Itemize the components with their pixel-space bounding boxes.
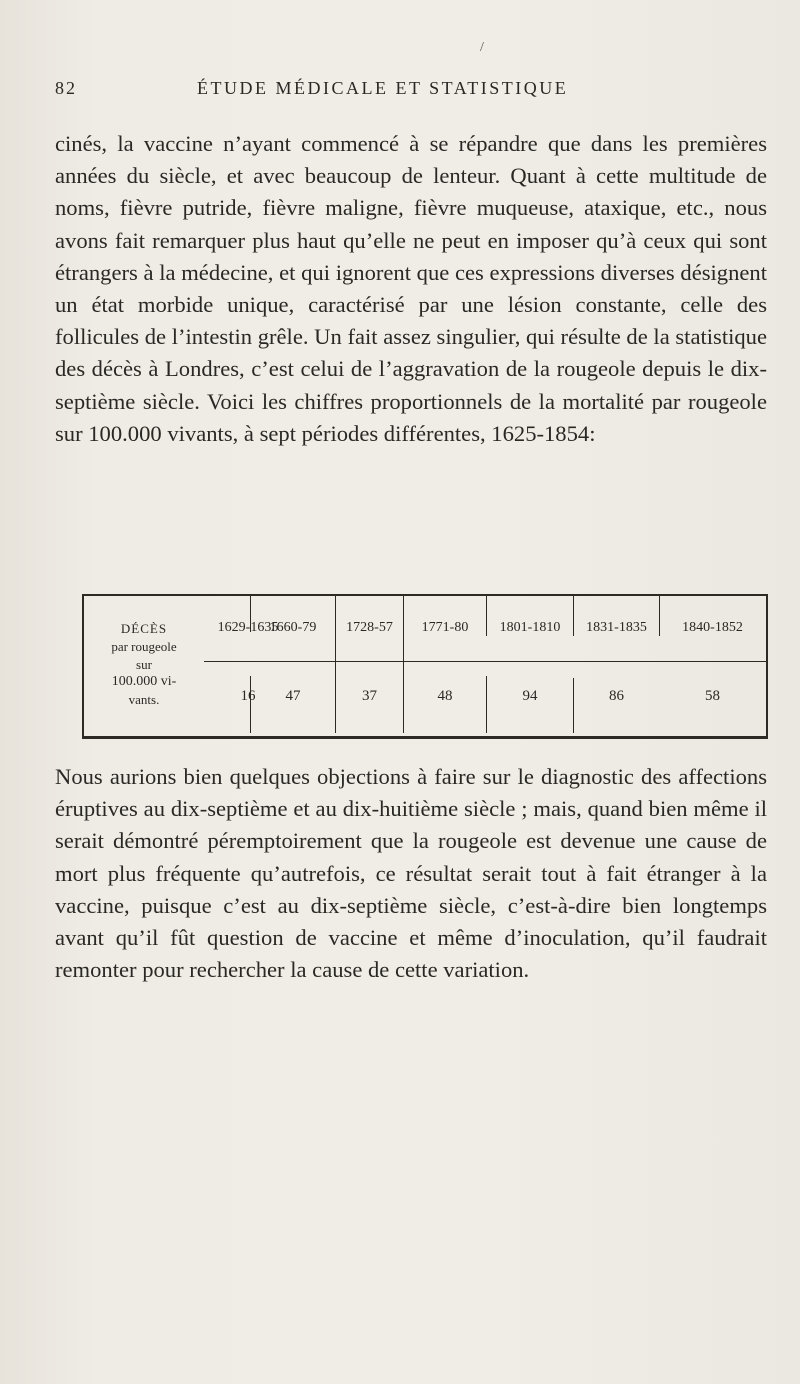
measles-mortality-table xyxy=(82,594,768,739)
row-label-line-5: vants. xyxy=(128,692,160,707)
page-number: 82 xyxy=(55,78,77,98)
page-header xyxy=(55,72,755,102)
paragraph-1: cinés, la vaccine n’ayant commencé à se répandre que dans les premières années du siècle, et avec beaucoup de lenteur. Quant à cette multitude de noms, fièvre putride, fièvre maligne, fièvre muqueuse, ataxique, etc., nous avons fait remarquer plus haut qu’elle ne peut en imposer qu’à ceux qui sont étrangers à la médecine, et qui ignorent que ces expressions diverses désignent un état morbide unique, caractérisé par une lésion constante, celle des follicules de l’intestin grêle. Un fait assez singulier, qui résulte de la statistique des décès à Londres, c’est celui de l’aggravation de la rougeole depuis le dix-septième siècle. Voici les chiffres proportionnels de la mortalité par rougeole sur 100.000 vivants, à sept périodes différentes, 1625-1854: xyxy=(55,131,767,446)
death-value: 94 xyxy=(522,688,538,704)
margin-mark: / xyxy=(480,40,484,55)
death-value: 47 xyxy=(285,688,301,704)
running-title: ÉTUDE MÉDICALE ET STATISTIQUE xyxy=(197,78,569,98)
period-header: 1831-1835 xyxy=(586,620,647,635)
death-value: 48 xyxy=(437,688,453,704)
period-header: 1801-1810 xyxy=(499,620,561,635)
death-value: 37 xyxy=(362,688,377,704)
table-row-label xyxy=(84,596,204,736)
paragraph-2: Nous aurions bien quelques objections à faire sur le diagnostic des affections éruptives au dix-septième et au dix-huitième siècle ; mais, quand bien même il serait démontré péremptoirement que la rougeole est devenue une cause de mort plus fréquente qu’autrefois, ce résultat serait tout à fait étranger à la vaccine, puisque c’est au dix-septième siècle, c’est-à-dire bien longtemps avant qu’il fût question de vaccine et même d’inoculation, qu’il faudrait remonter pour rechercher la cause de cette variation. xyxy=(55,764,767,983)
row-label-line-4: 100.000 vi- xyxy=(111,674,177,689)
death-value: 86 xyxy=(609,688,624,704)
table-column-divider xyxy=(403,596,404,733)
row-label-line-2: par rougeole xyxy=(111,639,177,654)
table-row-divider xyxy=(204,661,766,662)
period-header: 1629-1635 xyxy=(217,620,279,635)
period-header: 1771-80 xyxy=(421,620,469,635)
period-header: 1660-79 xyxy=(269,620,317,635)
period-header: 1728-57 xyxy=(346,620,393,635)
period-header: 1840-1852 xyxy=(682,620,743,635)
row-label-line-1: DÉCÈS xyxy=(120,621,168,636)
table-column-divider xyxy=(335,596,336,733)
death-value: 58 xyxy=(705,688,720,704)
row-label-line-3: sur xyxy=(136,657,152,672)
death-value: 16 xyxy=(240,688,256,704)
